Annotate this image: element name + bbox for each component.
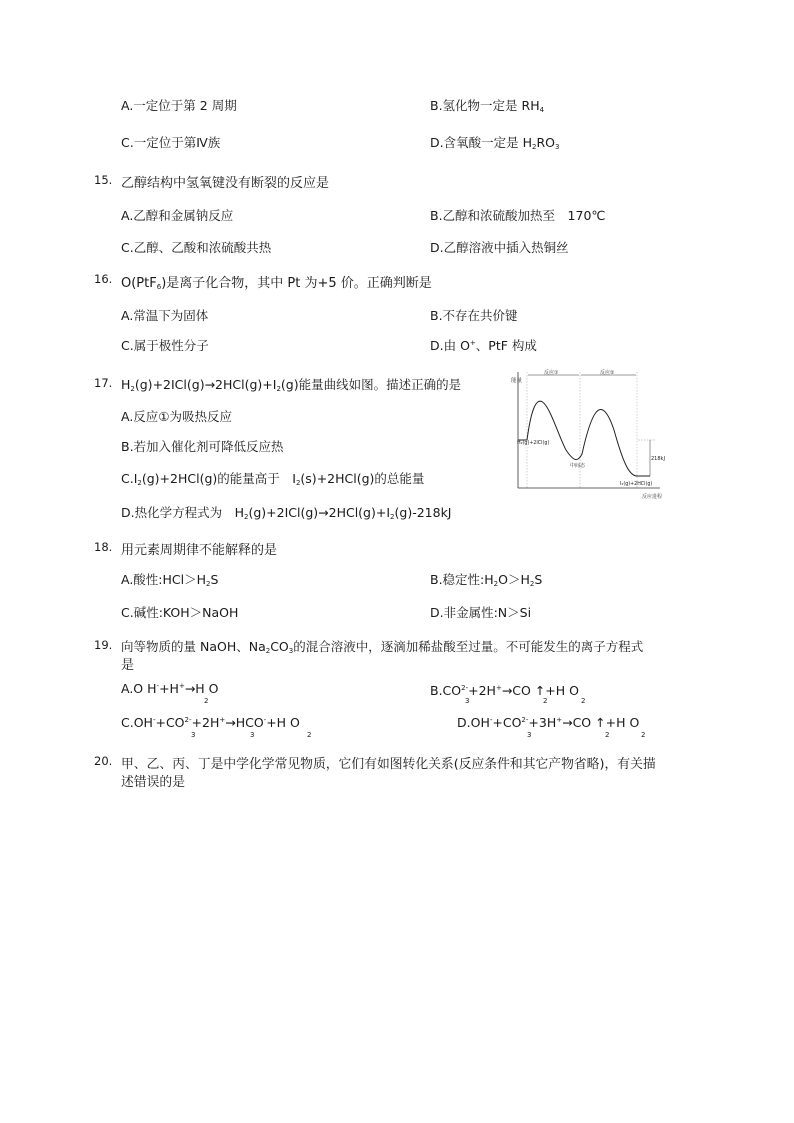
question-19-text-line2: 是 [121, 658, 135, 673]
x-axis-label: 反应进程 [642, 494, 663, 500]
q19-b-subscript-2b: 2 [581, 697, 586, 705]
q19-c-subscript-3a: 3 [191, 731, 196, 739]
q15-option-b: B.乙醇和浓硫酸加热至 170℃ [430, 208, 606, 223]
step1-label: 反应① [544, 370, 559, 376]
question-number-15: 15. [94, 173, 113, 187]
q16-option-c: C.属于极性分子 [121, 338, 209, 353]
question-18-text: 用元素周期律不能解释的是 [121, 543, 278, 558]
question-17-text: $H_2(g)+2ICl(g)\to 2HCl(g)+I_2(g)$能量曲线如图。描述正确的是 [121, 377, 462, 393]
question-20-text: 甲、乙、丙、丁是中学化学常见物质，它们有如图转化关系(反应条件和其它产物省略)，有关描 [121, 757, 656, 772]
q19-a-subscript-2: 2 [204, 697, 209, 705]
q17-option-b: B.若加入催化剂可降低反应热 [121, 439, 284, 454]
question-16-text: O(PtF$_6$)是离子化合物，其中 Pt 为+5 价。正确判断是 [121, 276, 432, 291]
question-20-text-line2: 述错误的是 [121, 775, 185, 790]
intermediate-label: 中间态 [570, 463, 586, 469]
energy-profile-diagram [510, 368, 670, 503]
q14-option-d: D.含氧酸一定是 $H_2RO_3$ [430, 135, 560, 151]
q18-option-a: A.酸性$:HCl>H_2S$ [121, 572, 219, 588]
q18-option-b: B.稳定性$:H_2O>H_2S$ [430, 572, 543, 588]
q15-option-d: D.乙醇溶液中插入热铜丝 [430, 240, 569, 255]
q19-c-subscript-3b: 3 [250, 731, 255, 739]
q18-option-c: C.碱性:KOH＞NaOH [121, 605, 239, 620]
delta-label: 218kJ [651, 456, 665, 462]
q17-option-d: D.热化学方程式为 $H_2(g)+2ICl(g)\to 2HCl(g)+I_2(g)-218kJ$ [121, 505, 452, 521]
q19-d-subscript-2a: 2 [605, 731, 610, 739]
q17-option-c: $C.I_2(g)+2HCl(g)$的能量高于 $I_2(s)+2HCl(g)$的总能量 [121, 471, 425, 487]
q17-option-a: A.反应①为吸热反应 [121, 409, 233, 424]
question-19-text: 向等物质的量 NaOH、$Na_2CO_3$的混合溶液中，逐滴加稀盐酸至过量。不可能发生的离子方程式 [121, 639, 644, 655]
question-number-19: 19. [94, 638, 113, 652]
question-15-text: 乙醇结构中氢氧键没有断裂的反应是 [121, 176, 330, 191]
q16-option-d: D.由 O+、PtF 构成 [430, 338, 537, 353]
q14-option-b: B.氢化物一定是 $RH_4$ [430, 98, 545, 114]
q19-option-c: $C.OH^-+CO^{2-}+2H^+\to HCO^-+H$ O [121, 715, 300, 730]
question-number-16: 16. [94, 272, 113, 286]
q19-option-a: A.O H-+H+→H O [121, 681, 219, 696]
y-axis-label: 能量 [511, 378, 523, 384]
q19-d-subscript-3: 3 [527, 731, 532, 739]
q15-option-c: C.乙醇、乙酸和浓硫酸共热 [121, 240, 272, 255]
q19-b-subscript-3: 3 [465, 697, 470, 705]
q16-option-a: A.常温下为固体 [121, 308, 209, 323]
q14-option-c: C.一定位于第Ⅳ族 [121, 135, 221, 150]
reactants-label: H₂(g)+2ICl(g) [517, 441, 550, 446]
q19-b-subscript-2a: 2 [543, 697, 548, 705]
question-number-18: 18. [94, 540, 113, 554]
question-number-17: 17. [94, 376, 113, 390]
q19-option-b: $B.CO^{2-}+2H^+\to CO$ ↑+H O [430, 683, 579, 698]
step2-label: 反应② [600, 370, 615, 376]
question-number-20: 20. [94, 754, 113, 768]
products-label: I₂(g)+2HCl(g) [620, 482, 653, 487]
q16-option-b: B.不存在共价键 [430, 308, 518, 323]
q19-d-subscript-2b: 2 [641, 731, 646, 739]
q19-option-d: $D.OH^-+CO^{2-}+3H^+\to CO$ ↑+H O [457, 715, 640, 730]
q15-option-a: A.乙醇和金属钠反应 [121, 208, 234, 223]
q19-c-subscript-2: 2 [307, 731, 312, 739]
q14-option-a: A.一定位于第 2 周期 [121, 98, 237, 113]
q18-option-d: D.非金属性:N＞Si [430, 605, 532, 620]
